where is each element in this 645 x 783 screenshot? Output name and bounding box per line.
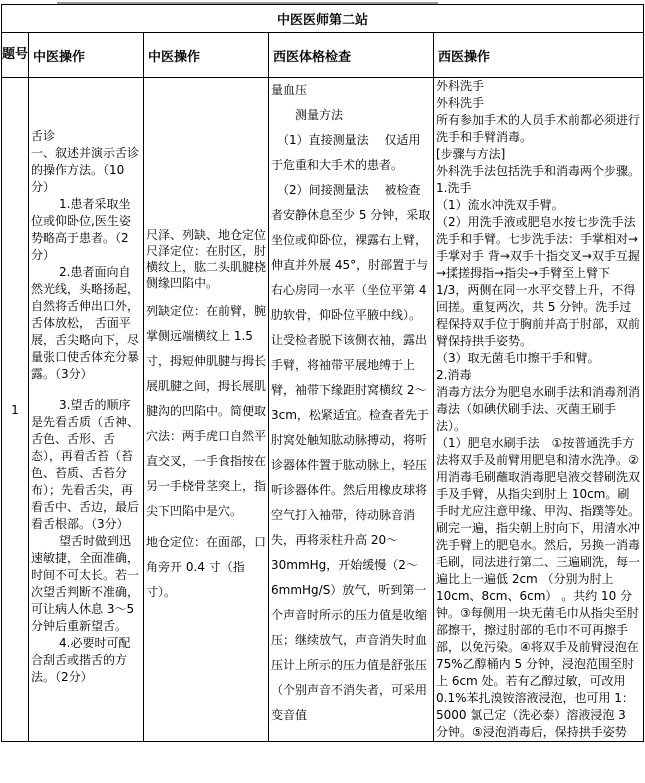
cell-paragraph: 测量方法 xyxy=(295,108,344,122)
cell-paragraph: 一、叙述并演示舌诊的操作方法。（10分） xyxy=(31,146,140,194)
blood-pressure-cell xyxy=(269,78,434,742)
cell-paragraph: 尺泽、列缺、地仓定位 尺泽定位：在肘区，肘横纹上，肱二头肌腱桡侧缘凹陷中。 xyxy=(146,228,267,290)
cell-paragraph: 消毒方法分为肥皂水刷手法和消毒剂消毒法（如碘伏刷手法、灭菌王刷手法）。 xyxy=(436,385,641,433)
cell-paragraph: 3.望舌的顺序是先看舌质（舌神、舌色、舌形、舌态），再看舌苔（苔色、苔质、舌苔分布）；先看舌尖，再看舌中、舌边，最后看舌根部。（3分） xyxy=(31,398,140,531)
table-title: 中医医师第二站 xyxy=(2,5,644,33)
cell-paragraph: 列缺定位：在前臂，腕掌侧远端横纹上 1.5 寸，拇短伸肌腱与拇长展肌腱之间，拇长展肌腱沟的凹陷中。简便取穴法：两手虎口自然平直交叉，一手食指按在另一手桡骨茎突上，指尖下凹陷中是穴。 xyxy=(146,304,267,518)
acupoint-location-cell xyxy=(144,78,269,742)
cell-paragraph: [步骤与方法] xyxy=(436,147,506,161)
cell-paragraph: （3）取无菌毛巾擦干手和臂。 xyxy=(436,351,600,365)
tongue-diagnosis-cell xyxy=(29,78,144,742)
cell-paragraph: 所有参加手术的人员手术前都必须进行洗手和手臂消毒。 xyxy=(436,113,641,144)
header-western-op: 西医操作 xyxy=(434,33,644,78)
cell-paragraph: 2.患者面向自然光线，头略扬起，自然将舌伸出口外，舌体放松， 舌面平展，舌尖略向下，尽量张口使舌体充分暴露。（3分） xyxy=(31,265,140,381)
cell-paragraph: 望舌时做到迅速敏捷，全面准确，时间不可太长。若一次望舌判断不准确，可让病人休息 3～5 分钟后重新望舌。 xyxy=(31,534,140,633)
exam-table xyxy=(1,4,644,742)
cell-paragraph: （1）直接测量法 仅适用于危重和大手术的患者。 xyxy=(271,133,421,172)
table-row xyxy=(2,78,644,742)
cell-paragraph: 外科洗手 xyxy=(436,79,485,93)
cell-paragraph: 外科洗手法包括洗手和消毒两个步骤。 xyxy=(436,164,641,178)
header-western-exam: 西医体格检查 xyxy=(269,33,434,78)
cell-paragraph: 1.洗手 xyxy=(436,181,472,195)
cell-paragraph: （1）流水冲洗双手臂。 xyxy=(436,198,564,212)
cell-paragraph: （2）间接测量法 被检查者安静休息至少 5 分钟，采取坐位或仰卧位，裸露右上臂， 伸直并外展 45°，肘部置于与右心房同一水平（坐位平第 4 肋软骨，仰卧位平腋中线）。 让受检者脱下该侧衣袖，露出手臂，将袖带平展地缚于上臂，袖带下缘距肘窝横纹 2～3cm，松紧适宜。检查者先于肘窝处触知肱动脉搏动，将听诊器体件置于肱动脉上，轻压听诊器体件。然后用橡皮球将空气打入袖带，待动脉音消失，再将汞柱升高 20～30mmHg，开始缓慢（2～6mmHg/S）放气，听到第一个声音时所示的压力值是收缩压；继续放气，声音消失时血压计上所示的压力值是舒张压（个别声音不消失者，可采用变音值 xyxy=(271,183,431,722)
cell-paragraph: 量血压 xyxy=(271,83,308,97)
cell-paragraph: 地仓定位：在面部，口角旁开 0.4 寸（指寸）。 xyxy=(146,535,267,599)
cell-paragraph: 舌诊 xyxy=(31,129,56,143)
header-tcm-op-2: 中医操作 xyxy=(144,33,269,78)
cell-paragraph: 4.必要时可配合刮舌或揩舌的方法。（2分） xyxy=(31,636,131,684)
surgical-handwash-cell xyxy=(434,78,644,742)
header-num: 题号 xyxy=(2,33,29,78)
row-number: 1 xyxy=(2,78,29,742)
cell-paragraph: 2.消毒 xyxy=(436,368,472,382)
cell-paragraph: 1.患者采取坐位或仰卧位,医生姿势略高于患者。（2分） xyxy=(31,197,131,262)
header-tcm-op-1: 中医操作 xyxy=(29,33,144,78)
cell-paragraph: （2）用洗手液或肥皂水按七步洗手法洗手和手臂。七步洗手法：手掌相对→手掌对手 背→双手十指交叉→双手互握→揉搓拇指→指尖→手臂至上臂下 1/3，两侧在同一水平交替上升，不得回搓。重复两次，共 5 分钟。洗手过程保持双手位于胸前并高于肘部，双前臂保持拱手姿势。 xyxy=(436,215,641,348)
cell-paragraph: （1）肥皂水刷手法 ①按普通洗手方法将双手及前臂用肥皂和清水洗净。②用消毒毛刷蘸取消毒肥皂液交替刷洗双手及手臂，从指尖到肘上 10cm。刷手时尤应注意甲缘、甲沟、指蹼等处。刷完一遍，指尖朝上肘向下，用清水冲洗手臂上的肥皂水。然后，另换一消毒毛刷，同法进行第二、三遍刷洗，每一遍比上一遍低 2cm （分别为肘上 10cm、8cm、6cm） 。共约 10 分钟。③每侧用一块无菌毛巾从指尖至肘部擦干，擦过肘部的毛巾不可再擦手部，以免污染。④将双手及前臂浸泡在 75%乙醇桶内 5 分钟，浸泡范围至肘上 6cm 处。若有乙醇过敏，可改用 0.1%苯扎溴铵溶液浸泡，也可用 1：5000 氯己定（洗必泰）溶液浸泡 3 分钟。⑤浸泡消毒后，保持拱手姿势 xyxy=(436,436,641,739)
cell-paragraph: 外科洗手 xyxy=(436,96,485,110)
header-row xyxy=(2,33,644,78)
